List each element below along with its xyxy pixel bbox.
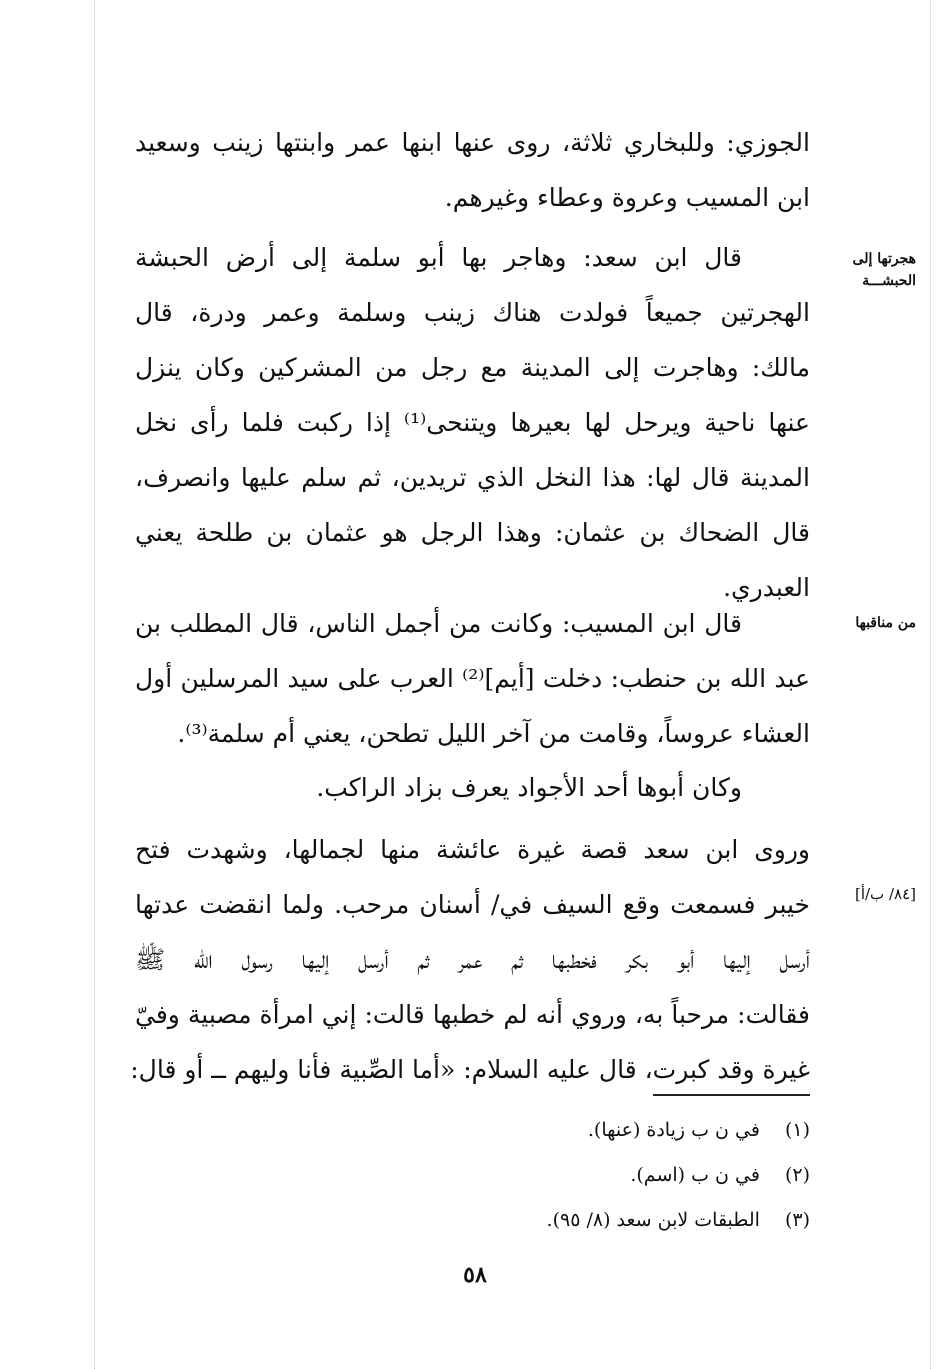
text-line: أرسل إليها أبو بكر فخطبها ثم عمر ثم أرسل إليها رسول الله ﷺ	[135, 945, 810, 974]
text-line: العشاء عروساً، وقامت من آخر الليل تطحن، يعني أم سلمة⁽³⁾.	[177, 719, 810, 748]
paragraph-3	[135, 596, 810, 761]
paragraph-4	[135, 760, 810, 815]
text-line: وكان أبوها أحد الأجواد يعرف بزاد الراكب.	[316, 773, 742, 802]
text-line: قال ابن سعد: وهاجر بها أبو سلمة إلى أرض الحبشة	[135, 243, 742, 272]
text-line: قال الضحاك بن عثمان: وهذا الرجل هو عثمان بن طلحة يعني	[135, 518, 810, 547]
text-line: غيرة وقد كبرت، قال عليه السلام: «أما الصِّبية فأنا وليهم ــ أو قال:	[130, 1055, 810, 1084]
scan-edge-line-right	[930, 0, 931, 1369]
text-line: العبدري.	[723, 573, 810, 602]
footnote-1	[400, 1108, 810, 1153]
footnote-number: (١)	[784, 1119, 810, 1141]
footnote-text: في ن ب (اسم).	[630, 1164, 760, 1186]
footnote-text: في ن ب زيادة (عنها).	[587, 1119, 760, 1141]
text-line: ابن المسيب وعروة وعطاء وغيرهم.	[444, 183, 810, 212]
margin-note-virtues	[816, 612, 916, 634]
footnote-number: (٢)	[784, 1164, 810, 1186]
margin-note-folio	[816, 883, 916, 905]
paragraph-1	[135, 115, 810, 225]
footnote-separator	[653, 1094, 810, 1096]
text-line: فقالت: مرحباً به، وروي أنه لم خطبها قالت: إني امرأة مصبية وفيّ	[135, 1000, 810, 1029]
text-line: عبد الله بن حنطب: دخلت [أيم]⁽²⁾ العرب على سيد المرسلين أول	[135, 664, 810, 693]
page-number: ٥٨	[463, 1262, 487, 1288]
text-line: الهجرتين جميعاً فولدت هناك زينب وسلمة وعمر ودرة، قال	[135, 298, 810, 327]
footnote-2	[400, 1153, 810, 1198]
footnote-number: (٣)	[784, 1209, 810, 1231]
text-line: مالك: وهاجرت إلى المدينة مع رجل من المشركين وكان ينزل	[135, 353, 810, 382]
text-line: الجوزي: وللبخاري ثلاثة، روى عنها ابنها عمر وابنتها زينب وسعيد	[135, 128, 810, 157]
margin-note-line: الحبشـــة	[862, 273, 916, 289]
text-line: المدينة قال لها: هذا النخل الذي تريدين، ثم سلم عليها وانصرف،	[135, 463, 810, 492]
text-line: عنها ناحية ويرحل لها بعيرها ويتنحى⁽¹⁾ إذا ركبت فلما رأى نخل	[135, 408, 810, 437]
margin-note-line: من مناقبها	[855, 615, 916, 631]
text-line: خيبر فسمعت وقع السيف في/ أسنان مرحب. ولما انقضت عدتها	[135, 890, 810, 919]
margin-note-hijra	[816, 248, 916, 292]
text-line: وروى ابن سعد قصة غيرة عائشة منها لجمالها، وشهدت فتح	[135, 835, 810, 864]
margin-note-line: هجرتها إلى	[852, 251, 916, 267]
footnotes	[400, 1108, 810, 1243]
text-line: قال ابن المسيب: وكانت من أجمل الناس، قال المطلب بن	[135, 609, 742, 638]
footnote-3	[400, 1198, 810, 1243]
paragraph-2	[135, 230, 810, 615]
folio-reference: [٨٤/ ب/أ]	[854, 885, 916, 903]
footnote-text: الطبقات لابن سعد (٨/ ٩٥).	[546, 1209, 760, 1231]
scan-edge-line-left	[94, 0, 95, 1369]
paragraph-5	[130, 822, 810, 1097]
